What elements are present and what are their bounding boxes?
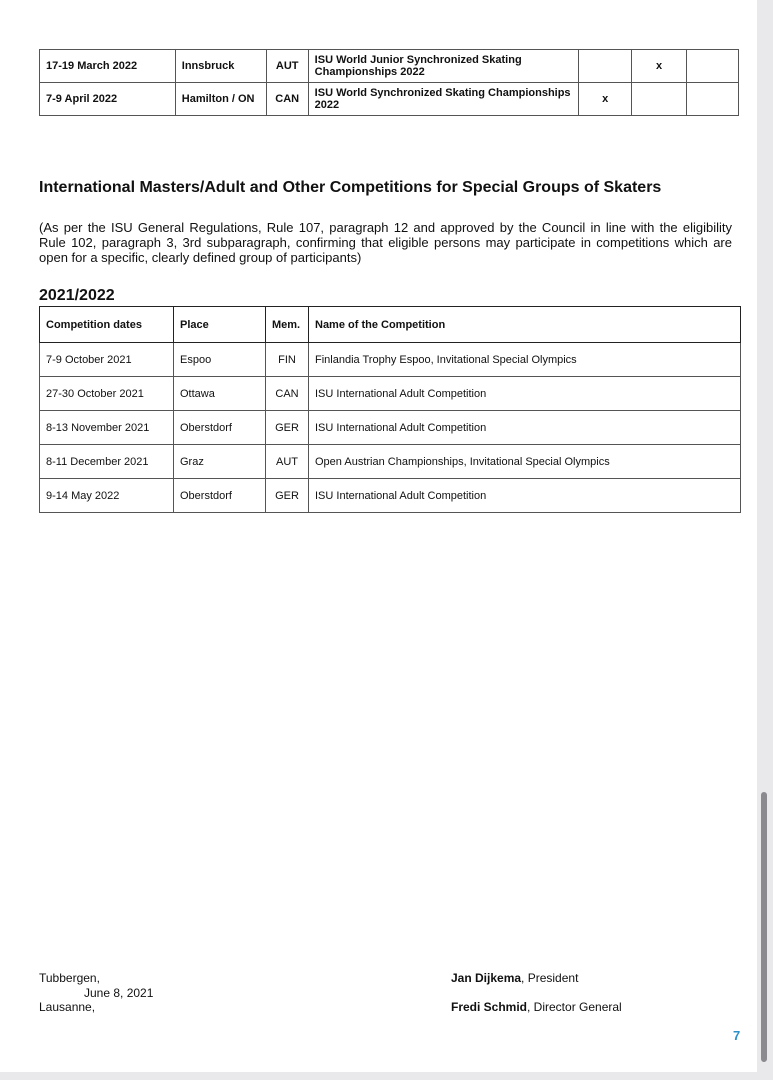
row-competition-name: Finlandia Trophy Espoo, Invitational Special Olympics	[309, 343, 741, 377]
table-row	[40, 50, 739, 83]
row-place: Ottawa	[174, 377, 266, 411]
header-member: Mem.	[266, 307, 309, 343]
signature-date: June 8, 2021	[84, 985, 154, 1000]
season-heading: 2021/2022	[39, 287, 115, 304]
row-mark-1	[579, 50, 632, 83]
row-mark-1: x	[579, 83, 632, 116]
row-competition-name: ISU International Adult Competition	[309, 377, 741, 411]
row-member: AUT	[266, 445, 309, 479]
row-dates: 7-9 April 2022	[40, 83, 176, 116]
page-number: 7	[733, 1028, 741, 1043]
row-place: Oberstdorf	[174, 411, 266, 445]
row-dates: 8-13 November 2021	[40, 411, 174, 445]
row-member: CAN	[266, 377, 309, 411]
table-row	[40, 411, 741, 445]
row-member: GER	[266, 479, 309, 513]
row-place: Innsbruck	[175, 50, 266, 83]
header-dates: Competition dates	[40, 307, 174, 343]
row-place: Graz	[174, 445, 266, 479]
row-mark-3	[687, 50, 739, 83]
section-intro: (As per the ISU General Regulations, Rule 107, paragraph 12 and approved by the Council in line with the eligibility Rule 102, paragraph 3, 3rd subparagraph, confirming that eligible persons may participate in competitions which are open for a specific, clearly defined group of participants)	[39, 220, 732, 265]
signatory-director	[451, 1000, 622, 1014]
synchro-championships-table	[39, 49, 739, 116]
signatory-name: Fredi Schmid	[451, 1000, 528, 1014]
row-dates: 8-11 December 2021	[40, 445, 174, 479]
signatory-president	[451, 971, 622, 985]
signatory-role: , Director General	[527, 1000, 622, 1014]
row-place: Espoo	[174, 343, 266, 377]
row-mark-3	[687, 83, 739, 116]
row-place: Hamilton / ON	[175, 83, 266, 116]
row-member: GER	[266, 411, 309, 445]
header-competition-name: Name of the Competition	[309, 307, 741, 343]
table-header-row	[40, 307, 741, 343]
signatory-role: , President	[521, 971, 579, 985]
row-dates: 7-9 October 2021	[40, 343, 174, 377]
row-competition-name: ISU World Junior Synchronized Skating Championships 2022	[308, 50, 579, 83]
row-mark-2	[632, 83, 687, 116]
row-competition-name: ISU International Adult Competition	[309, 479, 741, 513]
table-row	[40, 445, 741, 479]
table-row	[40, 343, 741, 377]
row-member: CAN	[266, 83, 308, 116]
row-competition-name: ISU World Synchronized Skating Championships 2022	[308, 83, 579, 116]
table-row	[40, 377, 741, 411]
row-place: Oberstdorf	[174, 479, 266, 513]
signatory-name: Jan Dijkema	[451, 971, 522, 985]
signature-city-1: Tubbergen,	[39, 971, 100, 985]
row-dates: 9-14 May 2022	[40, 479, 174, 513]
row-member: AUT	[266, 50, 308, 83]
signature-names	[451, 971, 622, 1014]
section-title: International Masters/Adult and Other Competitions for Special Groups of Skaters	[39, 179, 662, 196]
row-dates: 27-30 October 2021	[40, 377, 174, 411]
table-row	[40, 83, 739, 116]
row-competition-name: ISU International Adult Competition	[309, 411, 741, 445]
row-mark-2: x	[632, 50, 687, 83]
header-place: Place	[174, 307, 266, 343]
row-competition-name: Open Austrian Championships, Invitational Special Olympics	[309, 445, 741, 479]
vertical-scrollbar[interactable]	[761, 792, 767, 1062]
signature-city-2: Lausanne,	[39, 1000, 96, 1014]
adult-competitions-table	[39, 306, 741, 513]
row-dates: 17-19 March 2022	[40, 50, 176, 83]
row-member: FIN	[266, 343, 309, 377]
signature-place-date	[39, 971, 153, 1015]
table-row	[40, 479, 741, 513]
